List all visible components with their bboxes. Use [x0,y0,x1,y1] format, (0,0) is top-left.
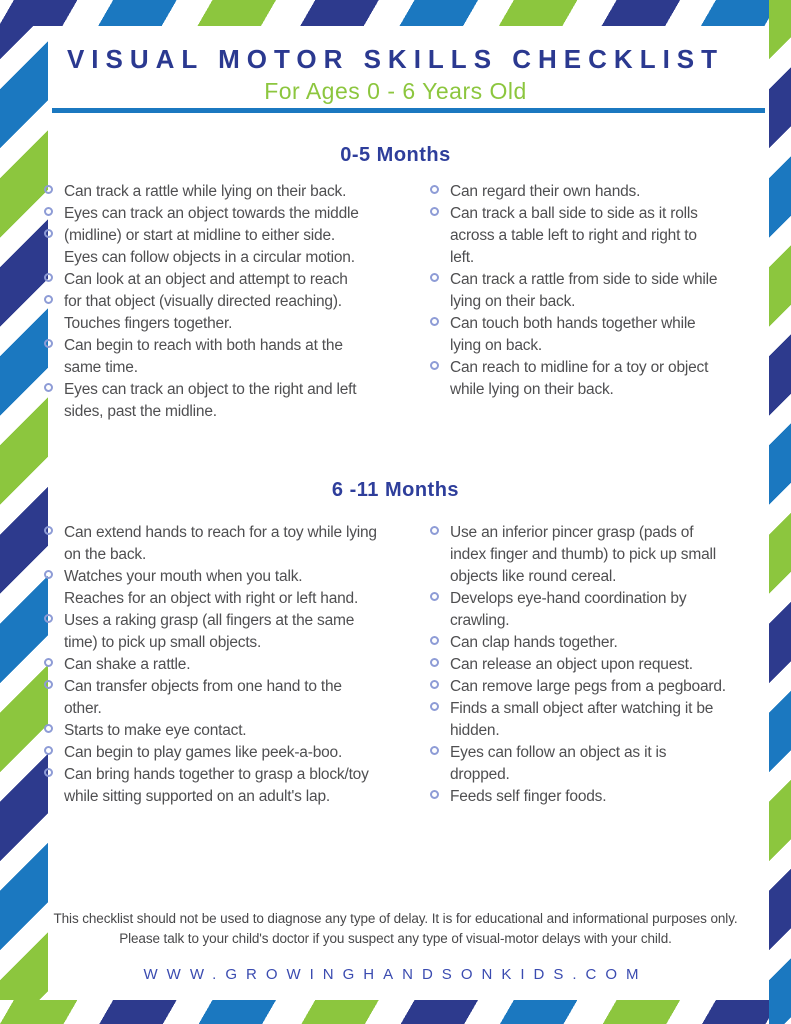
checklist-line-text: Use an inferior pincer grasp (pads of [450,524,694,541]
checkbox-circle-icon [430,317,439,326]
checklist-line [44,269,430,291]
checklist-line-text: while lying on their back. [450,381,614,398]
disclaimer-line-2: Please talk to your child's doctor if you suspect any type of visual-motor delays with your child. [119,931,672,946]
checkbox-circle-icon [44,229,53,238]
checkbox-circle-icon [44,614,53,623]
section-list-0-5-months [44,181,770,423]
checklist-line [44,335,430,357]
checkbox-circle-icon [430,185,439,194]
checklist-line-text: Can release an object upon request. [450,656,693,673]
checklist-line-text: left. [450,249,474,266]
checklist-line-text: Eyes can follow objects in a circular motion. [64,249,355,266]
checklist-line [430,522,770,544]
section-heading-6-11-months: 6 -11 Months [331,479,460,501]
checklist-line [44,742,430,764]
checklist-line [430,588,770,610]
checklist-line-text: Can bring hands together to grasp a block/toy [64,766,369,783]
checkbox-circle-icon [430,636,439,645]
checklist-line-text: for that object (visually directed reaching). [64,293,342,310]
section-list-6-11-months [44,522,770,808]
checklist-column-left [44,522,430,808]
checkbox-circle-icon [430,790,439,799]
checklist-line-text: Can track a rattle from side to side while [450,271,718,288]
checklist-line-text: Can extend hands to reach for a toy while lying [64,524,377,541]
checklist-line-text: across a table left to right and right to [450,227,697,244]
checklist-line-text: lying on their back. [450,293,576,310]
divider-line [52,108,765,113]
checklist-line-text: objects like round cereal. [450,568,617,585]
checklist-line-text: Eyes can track an object towards the middle [64,205,359,222]
checkbox-circle-icon [44,383,53,392]
checklist-column-left [44,181,430,423]
checklist-line-text: on the back. [64,546,147,563]
disclaimer-line-1: This checklist should not be used to diagnose any type of delay. It is for educational and informational purposes only. [53,911,738,926]
checklist-line [430,566,770,588]
checkbox-circle-icon [430,702,439,711]
checklist-line-text: index finger and thumb) to pick up small [450,546,716,563]
checklist-line-text: while sitting supported on an adult's lap. [64,788,330,805]
checklist-line [430,742,770,764]
checklist-line [430,786,770,808]
checklist-line-text: sides, past the midline. [64,403,217,420]
checklist-line-text: Can remove large pegs from a pegboard. [450,678,726,695]
checklist-line [44,225,430,247]
checklist-line-text: Can begin to reach with both hands at the [64,337,343,354]
checkbox-circle-icon [430,658,439,667]
checklist-line-text: lying on back. [450,337,542,354]
checklist-line-text: time) to pick up small objects. [64,634,262,651]
checkbox-circle-icon [430,680,439,689]
checklist-line [430,203,770,225]
checklist-column-right [430,522,770,808]
checklist-line [430,291,770,313]
checklist-line [430,654,770,676]
stripe-border-top [0,0,769,26]
checklist-line [430,225,770,247]
checkbox-circle-icon [44,339,53,348]
checkbox-circle-icon [44,526,53,535]
checklist-line [44,181,430,203]
checkbox-circle-icon [44,273,53,282]
checklist-line-text: crawling. [450,612,510,629]
checklist-line [44,676,430,698]
checklist-line [44,203,430,225]
checkbox-circle-icon [44,185,53,194]
checkbox-circle-icon [430,361,439,370]
checklist-line [44,522,430,544]
checklist-line-text: Can look at an object and attempt to reach [64,271,348,288]
checklist-line [430,269,770,291]
checklist-line-text: Touches fingers together. [64,315,233,332]
checklist-line [44,544,430,566]
checkbox-circle-icon [44,724,53,733]
checklist-line-text: Feeds self finger foods. [450,788,607,805]
checkbox-circle-icon [430,526,439,535]
section-heading-0-5-months: 0-5 Months [340,144,451,166]
checklist-line [44,698,430,720]
checklist-line [44,632,430,654]
checklist-line-text: Eyes can follow an object as it is [450,744,667,761]
checklist-line [44,588,430,610]
checklist-line-text: Can track a ball side to side as it rolls [450,205,698,222]
checklist-line [430,720,770,742]
checklist-line [430,676,770,698]
checklist-line-text: Can touch both hands together while [450,315,696,332]
checkbox-circle-icon [430,273,439,282]
checklist-line [44,357,430,379]
checklist-line-text: Can reach to midline for a toy or object [450,359,709,376]
checkbox-circle-icon [430,746,439,755]
checklist-line [430,610,770,632]
checklist-line-text: Can begin to play games like peek-a-boo. [64,744,343,761]
checklist-line [44,654,430,676]
checklist-line [44,610,430,632]
checklist-line [430,544,770,566]
checklist-line [430,357,770,379]
checklist-line [44,764,430,786]
checklist-line-text: Can clap hands together. [450,634,618,651]
checklist-line [430,313,770,335]
checklist-line-text: Develops eye-hand coordination by [450,590,687,607]
checklist-line [44,247,430,269]
checkbox-circle-icon [44,746,53,755]
checklist-line [44,720,430,742]
checklist-line [44,313,430,335]
checklist-line-text: dropped. [450,766,510,783]
checklist-line-text: Can regard their own hands. [450,183,641,200]
checklist-line-text: Finds a small object after watching it be [450,700,714,717]
checklist-line [44,291,430,313]
checkbox-circle-icon [44,658,53,667]
checklist-line-text: (midline) or start at midline to either side. [64,227,335,244]
checklist-line-text: Can track a rattle while lying on their back. [64,183,347,200]
website-url: WWW.GROWINGHANDSONKIDS.COM [143,966,648,983]
checklist-line-text: Reaches for an object with right or left hand. [64,590,359,607]
disclaimer-text [0,909,791,949]
checkbox-circle-icon [430,207,439,216]
checklist-line-text: Starts to make eye contact. [64,722,247,739]
checklist-line [44,566,430,588]
checklist-line-text: Can transfer objects from one hand to the [64,678,342,695]
checkbox-circle-icon [44,207,53,216]
checklist-line-text: hidden. [450,722,500,739]
checklist-line [430,247,770,269]
checklist-line [430,764,770,786]
checklist-line-text: Uses a raking grasp (all fingers at the same [64,612,355,629]
checkbox-circle-icon [44,768,53,777]
page-subtitle: For Ages 0 - 6 Years Old [264,78,527,104]
checkbox-circle-icon [44,570,53,579]
stripe-border-bottom [0,1000,769,1024]
checklist-column-right [430,181,770,423]
checkbox-circle-icon [44,295,53,304]
checklist-line [430,181,770,203]
checklist-line [430,335,770,357]
checklist-line [44,786,430,808]
checklist-line [430,698,770,720]
checkbox-circle-icon [44,680,53,689]
checklist-line-text: Eyes can track an object to the right and left [64,381,357,398]
checkbox-circle-icon [430,592,439,601]
checklist-line-text: same time. [64,359,138,376]
checklist-line [430,632,770,654]
checklist-line-text: other. [64,700,102,717]
checklist-line [44,379,430,401]
checklist-line-text: Can shake a rattle. [64,656,191,673]
checklist-line-text: Watches your mouth when you talk. [64,568,303,585]
checklist-line [44,401,430,423]
checklist-line [430,379,770,401]
page-title: VISUAL MOTOR SKILLS CHECKLIST [66,44,725,74]
